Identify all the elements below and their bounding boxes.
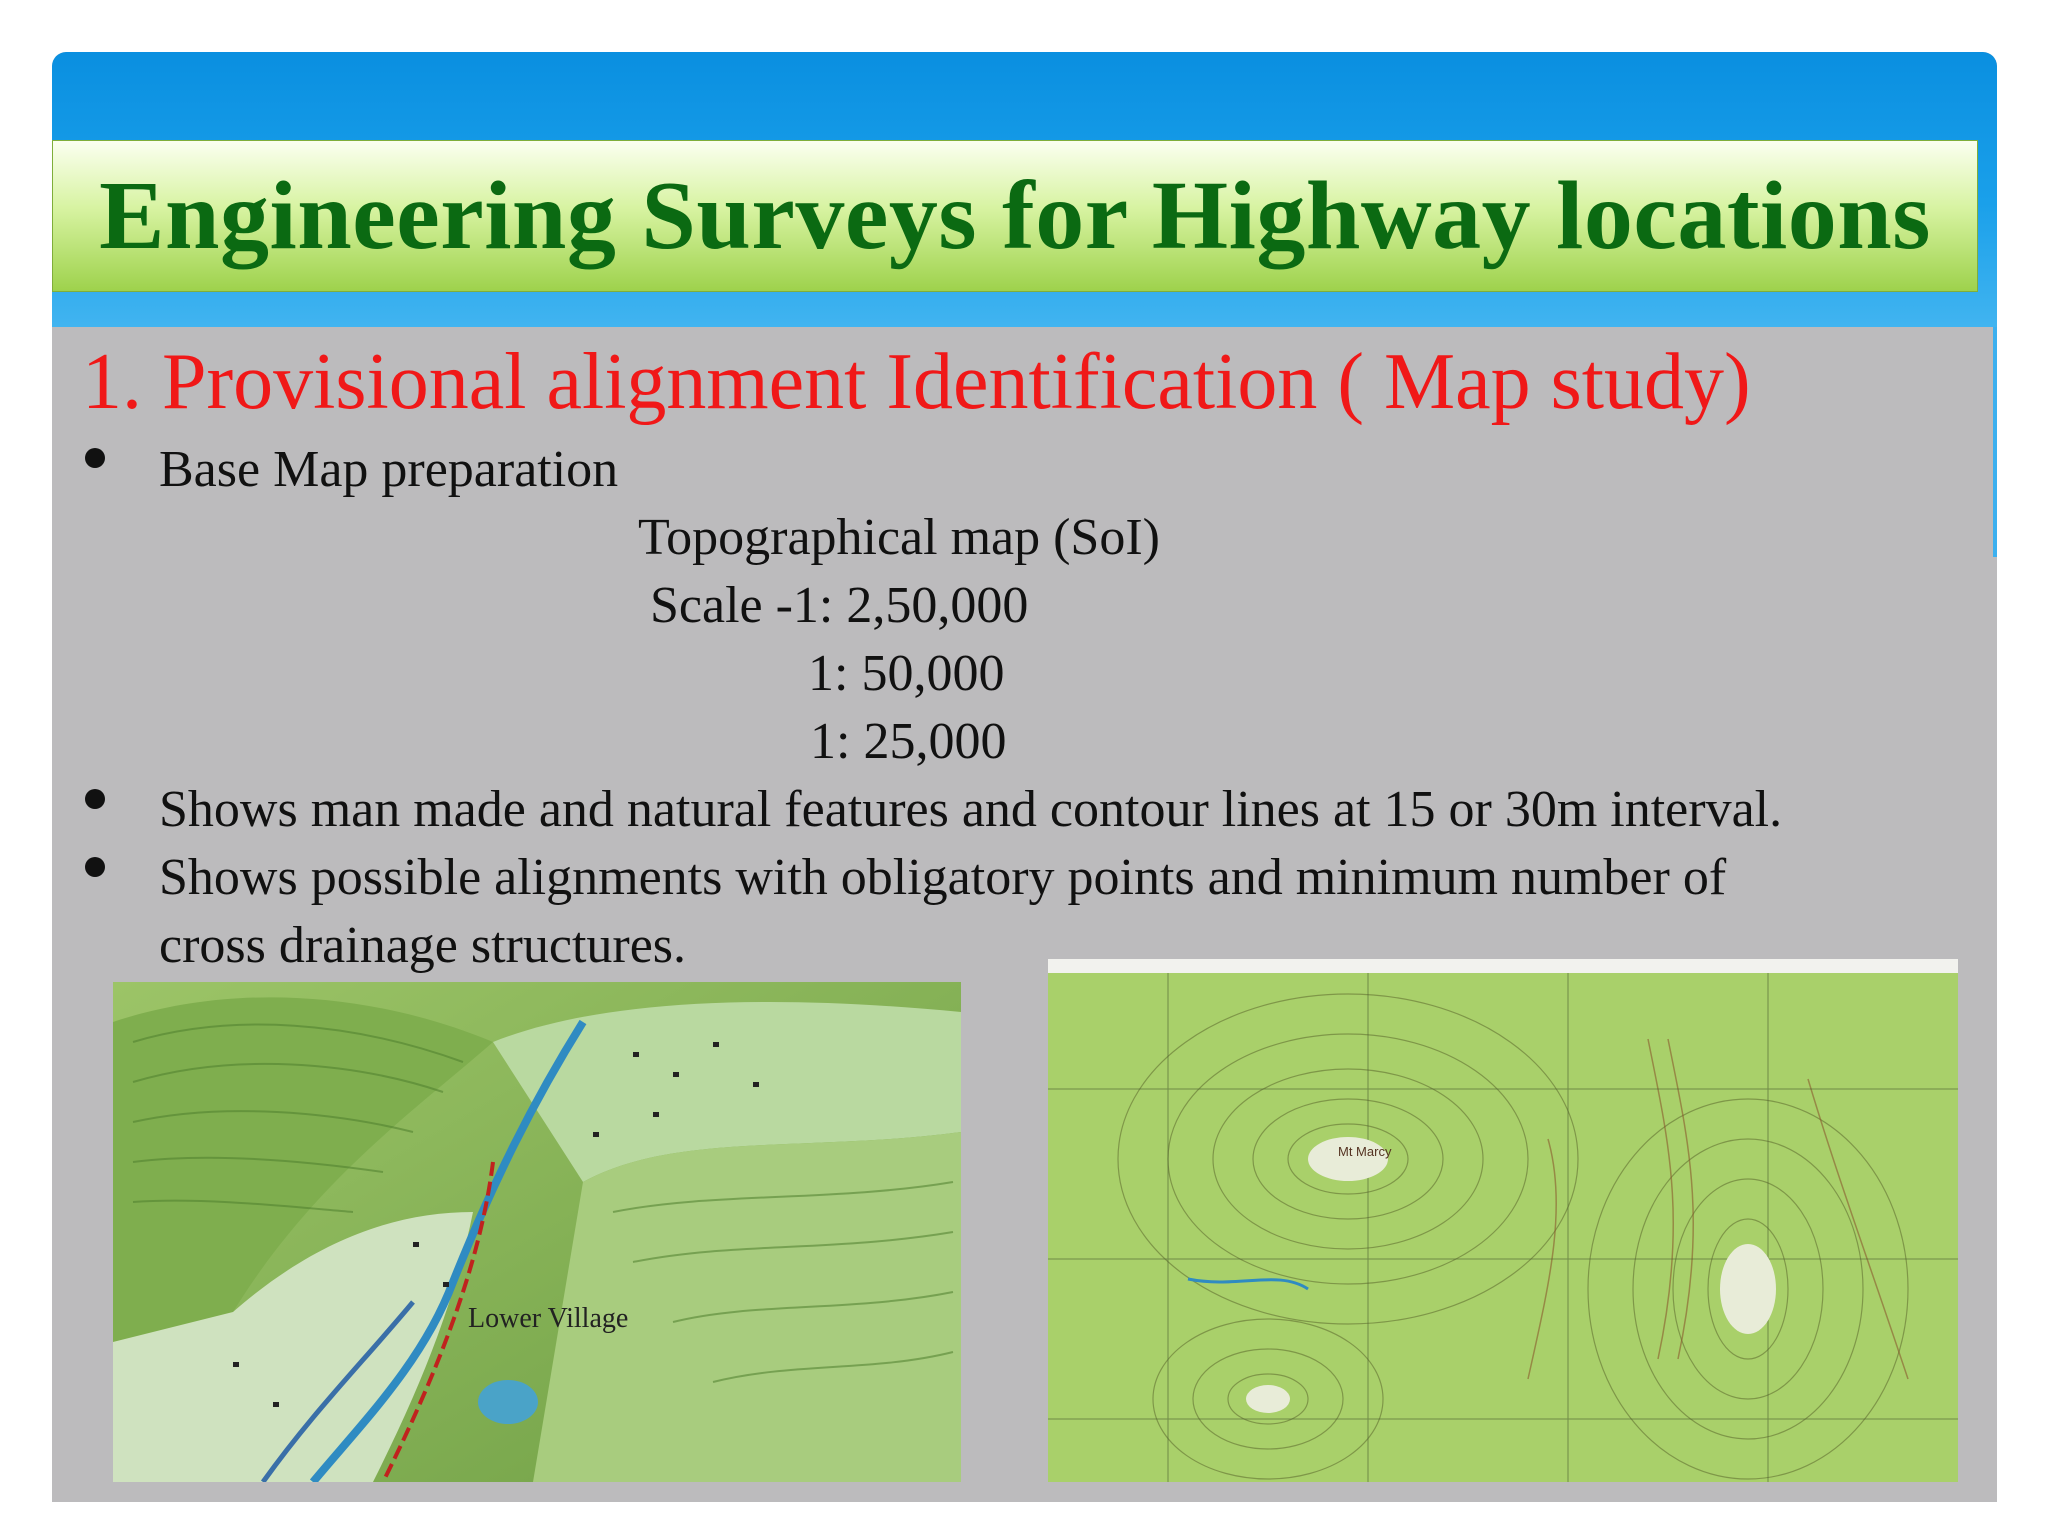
map-label-mt-marcy: Mt Marcy [1338,1144,1392,1159]
bullet-base-map: Base Map preparation [159,441,619,498]
topographic-map-image [1048,959,1958,1482]
map-type-text: Topographical map (SoI) [638,509,1160,566]
topographic-map-icon [1048,959,1958,1482]
bullet-dot [85,857,105,877]
scale-line-1: Scale -1: 2,50,000 [650,577,1029,634]
terrain-3d-map-image [113,982,961,1482]
bullet-alignments: Shows possible alignments with obligatory points and minimum number of [159,849,1727,906]
slide-title: Engineering Surveys for Highway locations [99,162,1931,270]
header-band-edge [1993,327,1997,557]
map-label-lower-village: Lower Village [468,1303,629,1334]
scale-line-3: 1: 25,000 [810,713,1007,770]
slide [52,52,1997,1502]
bullet-dot [85,448,105,468]
section-heading: 1. Provisional alignment Identification ( Map study) [82,338,1751,426]
scale-line-2: 1: 50,000 [808,645,1005,702]
bullet-features: Shows man made and natural features and contour lines at 15 or 30m interval. [159,781,1783,838]
terrain-3d-map-icon [113,982,961,1482]
bullet-alignments-cont: cross drainage structures. [159,917,687,974]
title-box [52,140,1978,292]
bullet-dot [85,789,105,809]
